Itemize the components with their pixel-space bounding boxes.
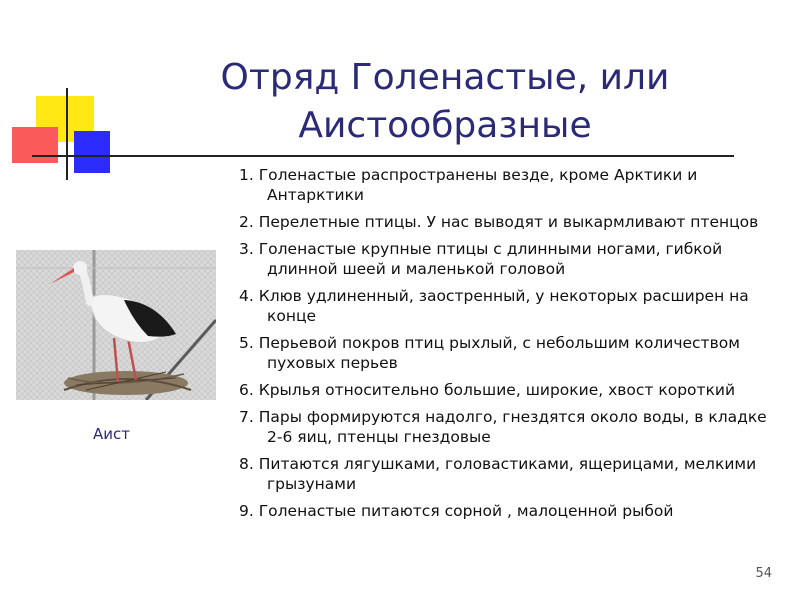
decor-red-square: [12, 127, 58, 163]
fact-item: 1. Голенастые распространены везде, кроме Арктики и Антарктики: [239, 166, 698, 204]
page-number: 54: [755, 566, 772, 581]
fact-item: 6. Крылья относительно большие, широкие, хвост короткий: [239, 381, 736, 399]
fact-item: 4. Клюв удлиненный, заостренный, у некоторых расширен на конце: [239, 287, 749, 325]
fact-item: 5. Перьевой покров птиц рыхлый, с небольшим количеством пуховых перьев: [239, 334, 740, 372]
fact-item: 9. Голенастые питаются сорной , малоценной рыбой: [239, 502, 674, 520]
title-divider-line: [32, 155, 734, 157]
stork-photo: [16, 250, 216, 400]
decor-vertical-line: [66, 88, 68, 180]
fact-item: 8. Питаются лягушками, головастиками, ящерицами, мелкими грызунами: [239, 455, 757, 493]
decor-blue-square: [74, 131, 110, 173]
fact-item: 3. Голенастые крупные птицы с длинными ногами, гибкой длинной шеей и маленькой головой: [239, 240, 723, 278]
facts-list: [239, 165, 779, 528]
photo-caption: Аист: [93, 425, 130, 443]
fact-item: 2. Перелетные птицы. У нас выводят и выкармливают птенцов: [239, 213, 759, 231]
fact-item: 7. Пары формируются надолго, гнездятся около воды, в кладке 2-6 яиц, птенцы гнездовые: [239, 408, 767, 446]
slide-title: Отряд Голенастые, или Аистообразные: [220, 57, 670, 147]
